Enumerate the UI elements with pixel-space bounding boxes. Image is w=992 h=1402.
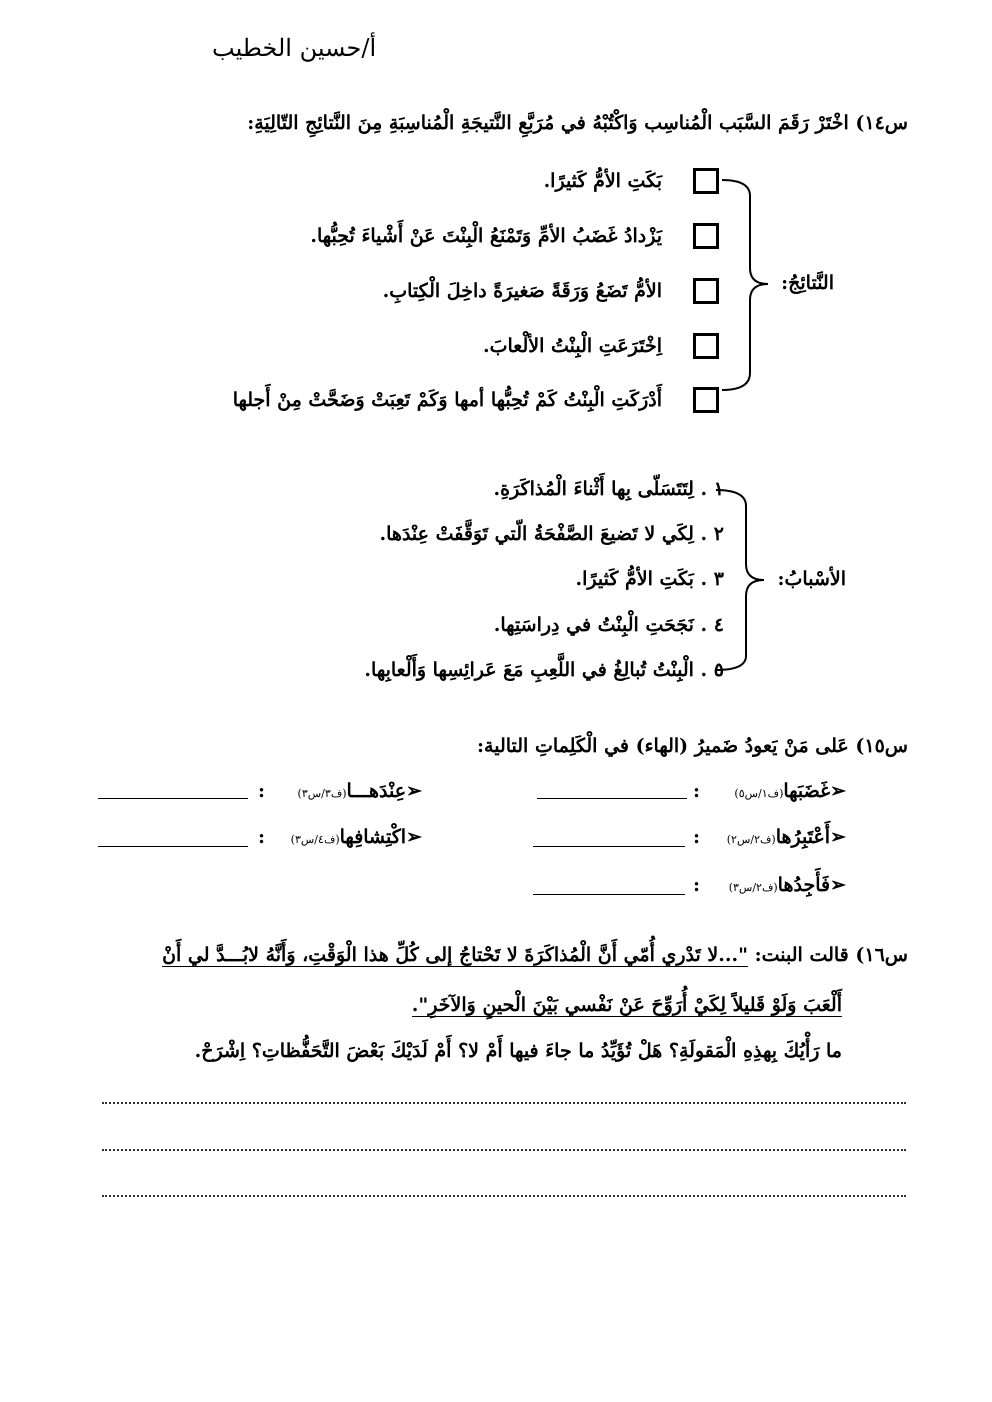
answer-blank-4[interactable] [98,846,248,847]
answer-line-3[interactable] [102,1193,906,1197]
quote-line-2: أَلْعَبَ وَلَوْ قَليلاً لِكَيْ أُرَوِّحَ عَنْ نَفْسي بَيْنَ الْحينِ وَالآخَرِ". [411,994,842,1016]
answer-blank-3[interactable] [533,846,685,847]
question-15-prompt: س١٥) عَلى مَنْ يَعودُ ضَميرُ (الهاء) في الْكَلِماتِ التالية: [477,735,908,757]
result-item-5: أَدْرَكَتِ الْبِنْتُ كَمْ تُحِبُّها أمها وَكَمْ تَعِبَتْ وَضَحَّتْ مِنْ أَجلها [232,389,662,411]
answer-line-1[interactable] [102,1100,906,1104]
cause-item-4: ٤ . نَجَحَتِ الْبِنْتُ في دِراسَتِها. [493,614,724,636]
result-item-3: الأمُّ تَضَعُ وَرَقَةً صَغيرَةً داخِلَ الْكِتابِ. [382,280,662,302]
causes-brace [712,480,772,680]
answer-box-5[interactable] [693,387,719,413]
quote-line-1: "...لا تَدْري أُمّي أَنَّ الْمُذاكَرَةَ لا تَحْتاجُ إلى كُلِّ هذا الْوَقْتِ، وَأَنَّهُ لابُـــدَّ لي أَنْ [162,944,749,966]
question-14-prompt: س١٤) اخْتَرْ رَقَمَ السَّبَب الْمُناسِب وَاكْتُبْهُ في مُرَبَّعِ النَّتيجَةِ الْمُناسِبَةِ مِنَ النَّتائِجِ التّالِيَةِ: [247,112,908,134]
colon: : [693,780,701,802]
word-iktishafiha: ➢اكْتِشافِها(ف٤/س٣) [290,826,422,848]
answer-box-3[interactable] [693,278,719,304]
cause-item-5: ٥ . الْبِنْتُ تُبالِغُ في اللَّعِبِ مَعَ عَرائِسِها وَأَلْعابِها. [364,659,724,681]
result-item-4: اِخْتَرَعَتِ الْبِنْتُ الألْعابَ. [482,335,662,357]
word-faajiduha: ➢فَأَجِدُها(ف٢/س٣) [728,874,846,896]
answer-line-2[interactable] [102,1147,906,1151]
question-16-question: ما رَأْيُكَ بِهذِهِ الْمَقولَةِ؟ هَلْ تُؤَيِّدُ ما جاءَ فيها أَمْ لا؟ أَمْ لَدَيْكَ بَعْضَ التَّحَفُّظاتِ؟ اِشْرَحْ. [194,1040,842,1062]
results-label: النَّتائِجُ: [781,272,834,294]
colon: : [258,826,266,848]
answer-blank-1[interactable] [537,798,687,799]
result-item-1: بَكَتِ الأمُّ كَثيرًا. [543,170,662,192]
author-name: أ/حسين الخطيب [212,34,377,62]
word-indaha: ➢عِنْدَهـــا(ف٣/س٣) [297,780,422,802]
result-item-2: يَزْدادُ غَضَبُ الأمِّ وَتَمْنَعُ الْبِنْتَ عَنْ أَشْياءَ تُحِبُّها. [310,225,662,247]
word-ghadabaha: ➢غَضَبَها(ف١/س٥) [734,780,846,802]
cause-item-2: ٢ . لِكَي لا تَضيعَ الصَّفْحَةُ الّتي تَوَقَّفَتْ عِنْدَها. [379,523,724,545]
answer-blank-5[interactable] [533,894,685,895]
causes-label: الأسْبابُ: [777,568,846,590]
word-atabiruha: ➢أَعْتَبِرُها(ف٢/س٢) [726,826,846,848]
answer-box-4[interactable] [693,333,719,359]
cause-item-3: ٣ . بَكَتِ الأمُّ كَثيرًا. [575,568,724,590]
answer-box-2[interactable] [693,223,719,249]
answer-blank-2[interactable] [98,798,248,799]
question-16-line1: س١٦) قالت البنت: "...لا تَدْري أُمّي أَنَّ الْمُذاكَرَةَ لا تَحْتاجُ إلى كُلِّ هذا الْوَقْتِ، وَأَنَّهُ لابُـــدَّ لي أَنْ [162,944,908,966]
colon: : [258,780,266,802]
cause-item-1: ١ . لِتَتَسَلّى بِها أَثْناءَ الْمُذاكَرَةِ. [493,478,724,500]
colon: : [693,826,701,848]
results-brace [718,168,778,408]
colon: : [693,874,701,896]
answer-box-1[interactable] [693,168,719,194]
question-16-line2 [412,994,842,1016]
